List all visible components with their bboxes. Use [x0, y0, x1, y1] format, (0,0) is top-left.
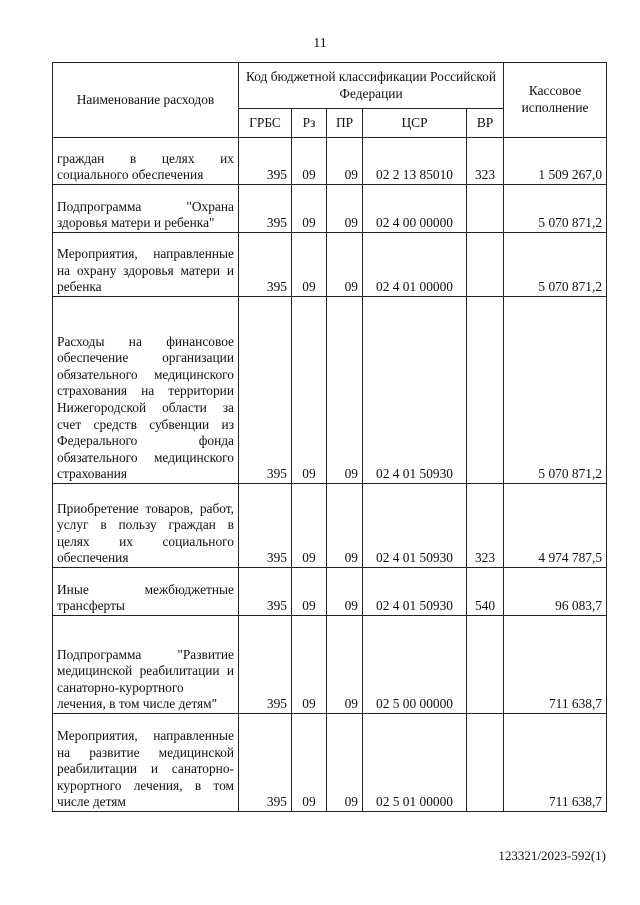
table-row: [53, 714, 607, 812]
rz-cell: 09: [292, 616, 327, 714]
grbs-cell: 395: [239, 484, 292, 568]
expense-name-cell: Расходы на финансовое обеспечение организации обязательного медицинского страхования на территории Нижегородской области за счет средств субвенции из Федерального фонда обязательного медицинского страхования: [53, 297, 239, 484]
pr-cell: 09: [327, 138, 363, 185]
pr-cell: 09: [327, 714, 363, 812]
rz-cell: 09: [292, 233, 327, 297]
csr-cell: 02 4 00 00000: [363, 185, 467, 233]
csr-cell: 02 4 01 50930: [363, 297, 467, 484]
header-vr: ВР: [467, 109, 504, 138]
amount-cell: 711 638,7: [504, 616, 607, 714]
csr-cell: 02 4 01 00000: [363, 233, 467, 297]
header-budget-classification-code: Код бюджетной классификации Российской Федерации: [239, 63, 504, 109]
rz-cell: 09: [292, 138, 327, 185]
pr-cell: 09: [327, 616, 363, 714]
table-row: [53, 233, 607, 297]
vr-cell: [467, 616, 504, 714]
header-rz: Рз: [292, 109, 327, 138]
expense-name-cell: Иные межбюджетные трансферты: [53, 568, 239, 616]
expense-name-cell: Мероприятия, направленные на охрану здоровья матери и ребенка: [53, 233, 239, 297]
document-registration-number: 123321/2023-592(1): [498, 848, 606, 863]
amount-cell: 1 509 267,0: [504, 138, 607, 185]
header-pr: ПР: [327, 109, 363, 138]
grbs-cell: 395: [239, 138, 292, 185]
header-expense-name: Наименование расходов: [53, 63, 239, 138]
grbs-cell: 395: [239, 185, 292, 233]
pr-cell: 09: [327, 484, 363, 568]
vr-cell: 323: [467, 138, 504, 185]
grbs-cell: 395: [239, 714, 292, 812]
vr-cell: [467, 714, 504, 812]
table-row: [53, 185, 607, 233]
amount-cell: 711 638,7: [504, 714, 607, 812]
expense-name-cell: Подпрограмма "Развитие медицинской реабилитации и санаторно-курортного лечения, в том числе детям": [53, 616, 239, 714]
csr-cell: 02 2 13 85010: [363, 138, 467, 185]
table-row: [53, 138, 607, 185]
pr-cell: 09: [327, 568, 363, 616]
grbs-cell: 395: [239, 297, 292, 484]
expense-name-cell: граждан в целях их социального обеспечения: [53, 138, 239, 185]
amount-cell: 5 070 871,2: [504, 185, 607, 233]
vr-cell: [467, 185, 504, 233]
grbs-cell: 395: [239, 616, 292, 714]
table-row: [53, 568, 607, 616]
vr-cell: [467, 297, 504, 484]
amount-cell: 96 083,7: [504, 568, 607, 616]
amount-cell: 5 070 871,2: [504, 297, 607, 484]
rz-cell: 09: [292, 484, 327, 568]
header-grbs: ГРБС: [239, 109, 292, 138]
grbs-cell: 395: [239, 233, 292, 297]
pr-cell: 09: [327, 297, 363, 484]
rz-cell: 09: [292, 568, 327, 616]
page-number: 11: [313, 36, 327, 51]
table-row: [53, 484, 607, 568]
csr-cell: 02 5 00 00000: [363, 616, 467, 714]
expense-name-cell: Приобретение товаров, работ, услуг в пользу граждан в целях их социального обеспечения: [53, 484, 239, 568]
expense-name-cell: Мероприятия, направленные на развитие медицинской реабилитации и санаторно-курортного лечения, в том числе детям: [53, 714, 239, 812]
pr-cell: 09: [327, 185, 363, 233]
vr-cell: 323: [467, 484, 504, 568]
table-row: [53, 616, 607, 714]
expense-name-cell: Подпрограмма "Охрана здоровья матери и ребенка": [53, 185, 239, 233]
amount-cell: 4 974 787,5: [504, 484, 607, 568]
grbs-cell: 395: [239, 568, 292, 616]
vr-cell: 540: [467, 568, 504, 616]
table-row: [53, 297, 607, 484]
rz-cell: 09: [292, 185, 327, 233]
budget-execution-table: [52, 62, 607, 812]
csr-cell: 02 5 01 00000: [363, 714, 467, 812]
vr-cell: [467, 233, 504, 297]
pr-cell: 09: [327, 233, 363, 297]
header-cash-execution: Кассовое исполнение: [504, 63, 607, 138]
csr-cell: 02 4 01 50930: [363, 484, 467, 568]
header-csr: ЦСР: [363, 109, 467, 138]
rz-cell: 09: [292, 297, 327, 484]
csr-cell: 02 4 01 50930: [363, 568, 467, 616]
rz-cell: 09: [292, 714, 327, 812]
amount-cell: 5 070 871,2: [504, 233, 607, 297]
